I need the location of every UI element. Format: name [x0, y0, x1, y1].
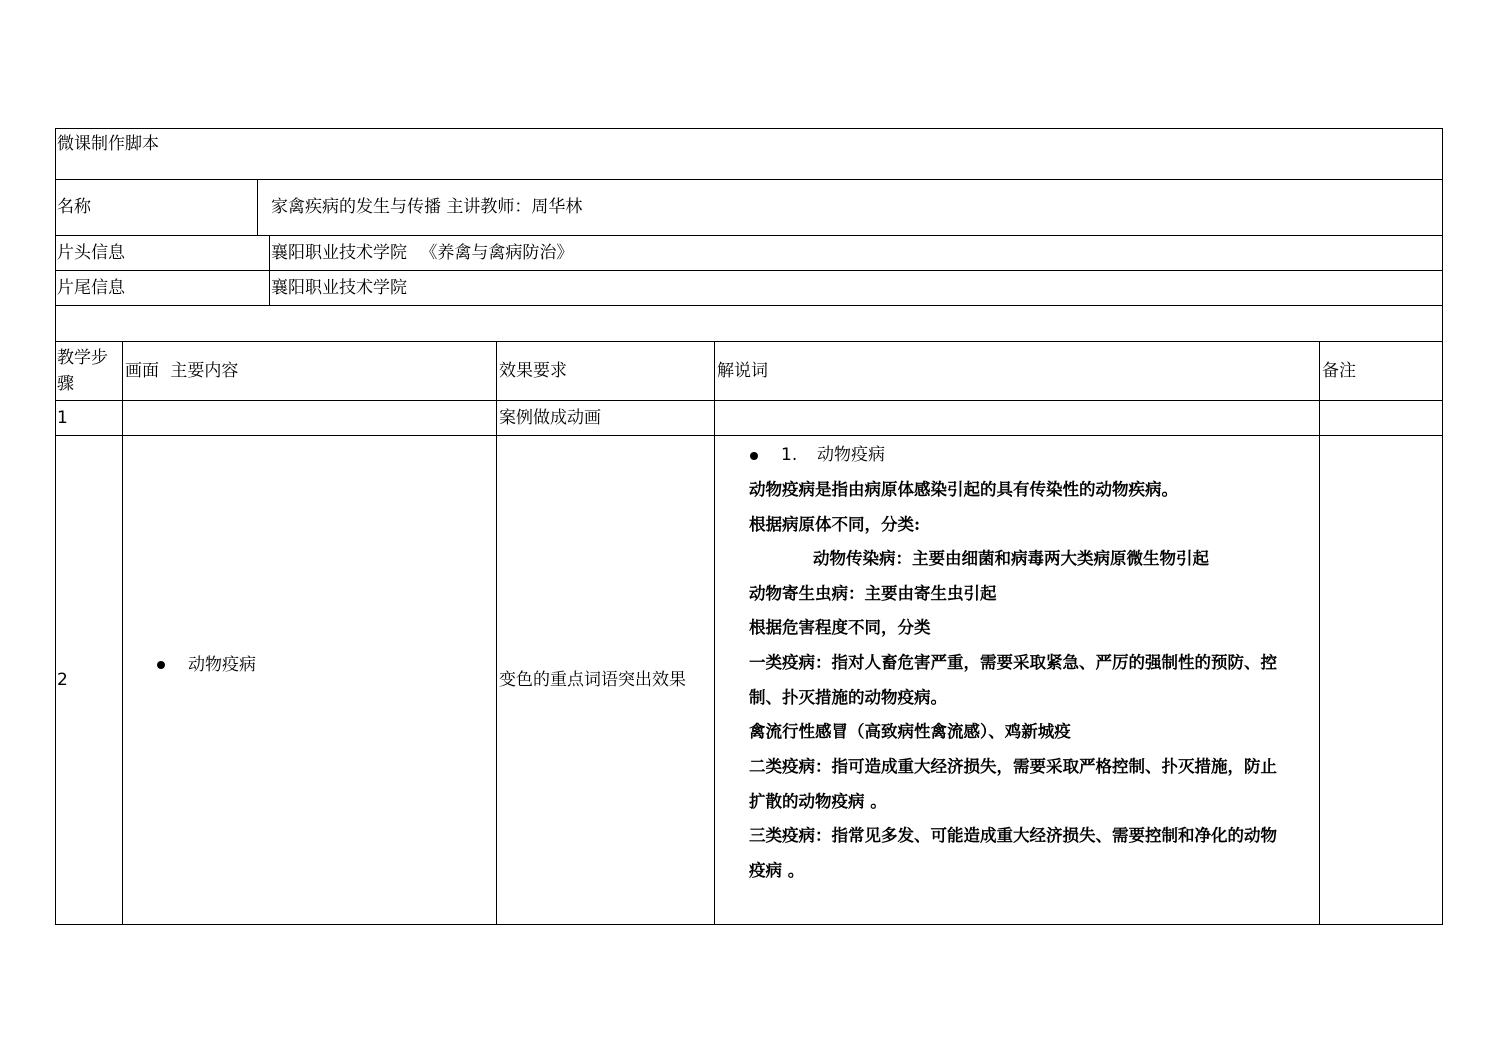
narration-line: 制、扑灭措施的动物疫病。: [749, 688, 947, 707]
narration-line: 疫病 。: [749, 861, 805, 880]
bullet-icon: [157, 661, 165, 669]
header-step: 教学步: [57, 348, 108, 368]
row-divider: [55, 400, 1443, 401]
row-divider: [55, 435, 1443, 436]
header-notes: 备注: [1322, 361, 1356, 381]
row-divider: [55, 179, 1443, 180]
row-divider: [55, 341, 1443, 342]
row1-effect: 案例做成动画: [499, 408, 601, 428]
narration-line: 一类疫病：指对人畜危害严重，需要采取紧急、严厉的强制性的预防、控: [749, 653, 1277, 672]
info-label-opening: 片头信息: [57, 243, 125, 263]
info-value-name: 家禽疾病的发生与传播 主讲教师：周华林: [271, 197, 583, 217]
narration-line: 三类疫病：指常见多发、可能造成重大经济损失、需要控制和净化的动物: [749, 826, 1277, 845]
info-label-ending: 片尾信息: [57, 278, 125, 298]
header-content: 画面 主要内容: [125, 361, 239, 381]
info-value-ending: 襄阳职业技术学院: [271, 278, 407, 298]
col-divider: [1319, 341, 1320, 925]
narration-line: 动物疫病是指由病原体感染引起的具有传染性的动物疾病。: [749, 480, 1178, 499]
row-divider: [55, 305, 1443, 306]
narration-list-number: 1.: [781, 445, 798, 465]
info-label-name: 名称: [57, 197, 91, 217]
header-effect: 效果要求: [499, 361, 567, 381]
narration-line: 禽流行性感冒（高致病性禽流感）、鸡新城疫: [749, 722, 1071, 741]
narration-list-title: 动物疫病: [817, 445, 885, 465]
row2-effect: 变色的重点词语突出效果: [499, 670, 686, 690]
header-step-cont: 骤: [57, 374, 74, 394]
row-divider: [55, 270, 1443, 271]
row2-step: 2: [57, 670, 68, 690]
info-value-opening: 襄阳职业技术学院 《养禽与禽病防治》: [271, 243, 574, 263]
row2-content: 动物疫病: [188, 655, 256, 675]
header-narration: 解说词: [717, 361, 768, 381]
row-divider: [55, 235, 1443, 236]
col-divider: [269, 235, 270, 305]
narration-line: 动物传染病：主要由细菌和病毒两大类病原微生物引起: [813, 549, 1209, 568]
narration-line: 二类疫病：指可造成重大经济损失，需要采取严格控制、扑灭措施，防止: [749, 757, 1277, 776]
col-divider: [122, 341, 123, 925]
narration-line: 动物寄生虫病：主要由寄生虫引起: [749, 584, 997, 603]
col-divider: [257, 179, 258, 235]
col-divider: [714, 341, 715, 925]
row1-step: 1: [57, 408, 68, 428]
narration-line: 扩散的动物疫病 。: [749, 792, 887, 811]
narration-line: 根据危害程度不同，分类: [749, 618, 931, 637]
narration-line: 根据病原体不同，分类:: [749, 515, 921, 534]
table-title: 微课制作脚本: [57, 134, 159, 154]
bullet-icon: [750, 452, 758, 460]
col-divider: [496, 341, 497, 925]
